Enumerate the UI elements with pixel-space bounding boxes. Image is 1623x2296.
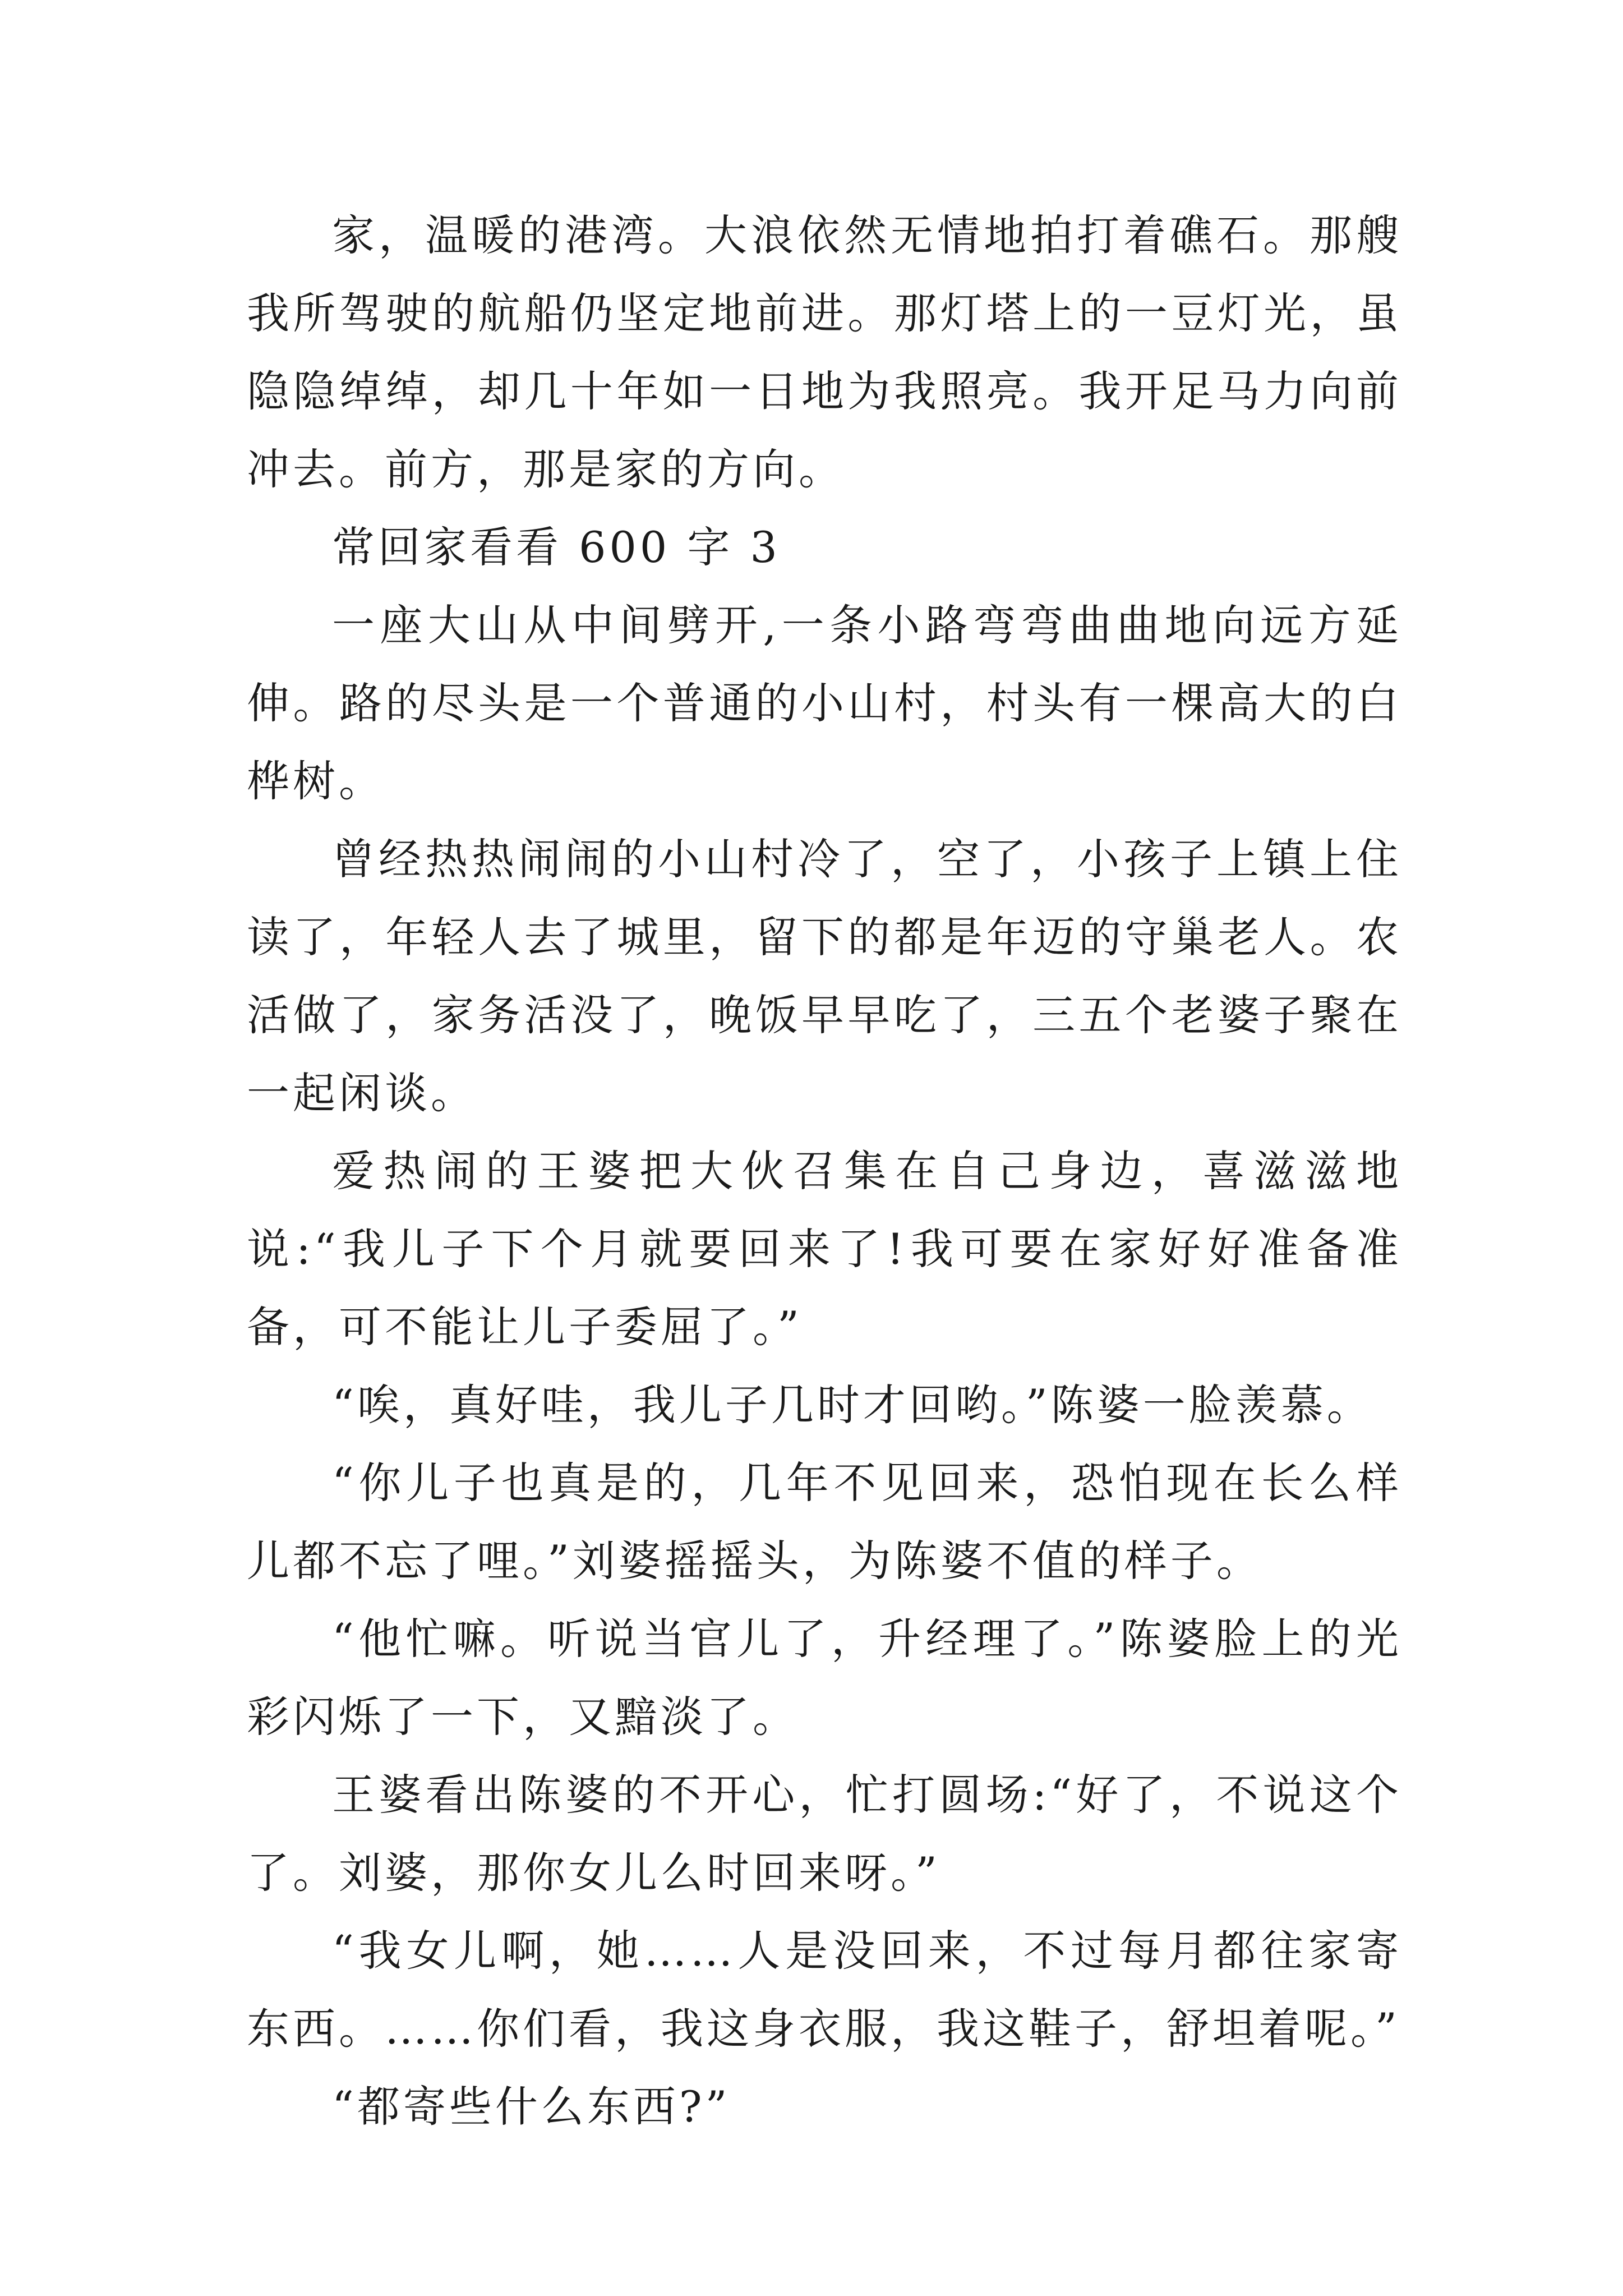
paragraph: 爱热闹的王婆把大伙召集在自己身边，喜滋滋地说:“我儿子下个月就要回来了!我可要在家好好准备准备，可不能让儿子委屈了。”	[247, 1146, 1402, 1352]
section-heading: 常回家看看 600 字 3	[332, 522, 781, 572]
paragraph: “他忙嘛。听说当官儿了，升经理了。”陈婆脸上的光彩闪烁了一下，又黯淡了。	[247, 1614, 1402, 1742]
paragraph: 一座大山从中间劈开,一条小路弯弯曲曲地向远方延伸。路的尽头是一个普通的小山村，村头有一棵高大的白桦树。	[247, 600, 1402, 806]
paragraph: “你儿子也真是的，几年不见回来，恐怕现在长么样儿都不忘了哩。”刘婆摇摇头，为陈婆不值的样子。	[247, 1458, 1402, 1586]
paragraph: 曾经热热闹闹的小山村冷了，空了，小孩子上镇上住读了，年轻人去了城里，留下的都是年迈的守巢老人。农活做了，家务活没了，晚饭早早吃了，三五个老婆子聚在一起闲谈。	[247, 834, 1402, 1118]
paragraph: 王婆看出陈婆的不开心，忙打圆场:“好了，不说这个了。刘婆，那你女儿么时回来呀。”	[247, 1770, 1402, 1898]
paragraph: “都寄些什么东西?”	[332, 2082, 731, 2132]
paragraph: “唉，真好哇，我儿子几时才回哟。”陈婆一脸羡慕。	[332, 1380, 1373, 1430]
document-body	[247, 196, 1402, 2146]
paragraph: 家，温暖的港湾。大浪依然无情地拍打着礁石。那艘我所驾驶的航船仍坚定地前进。那灯塔上的一豆灯光，虽隐隐绰绰，却几十年如一日地为我照亮。我开足马力向前冲去。前方，那是家的方向。	[247, 210, 1402, 494]
paragraph: “我女儿啊，她……人是没回来，不过每月都往家寄东西。……你们看，我这身衣服，我这鞋子，舒坦着呢。”	[247, 1926, 1402, 2054]
